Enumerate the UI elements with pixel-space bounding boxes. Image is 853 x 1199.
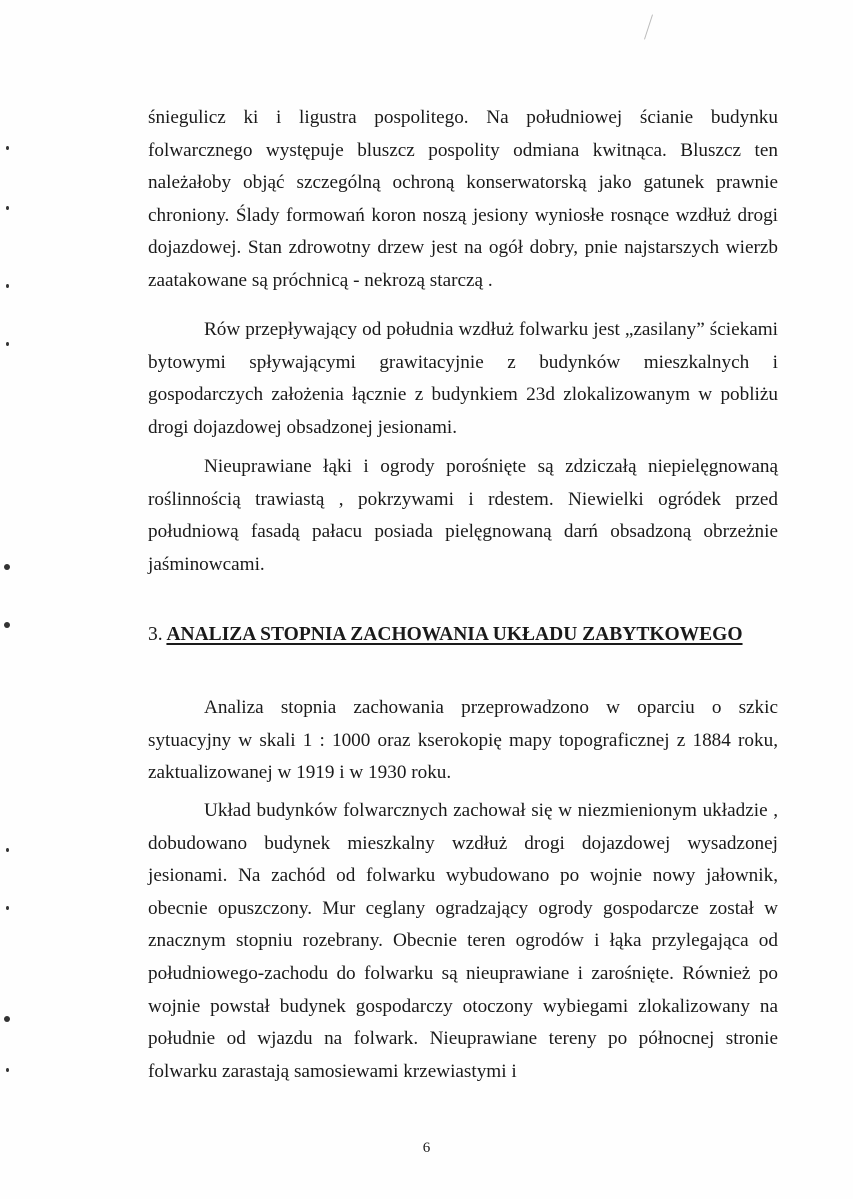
paragraph-meadows xyxy=(148,451,778,581)
margin-mark xyxy=(6,146,9,150)
section-heading xyxy=(148,624,743,646)
paragraph-text: Nieuprawiane łąki i ogrody porośnięte są zdziczałą niepielęgnowaną roślinnością trawiastą , pokrzywami i rdestem. Niewielki ogródek przed południową fasadą pałacu posiada pielęgnowaną darń obsadzoną obrzeżnie jaśminowcami. xyxy=(148,456,778,575)
paragraph-layout xyxy=(148,795,778,1088)
paragraph-text: Rów przepływający od południa wzdłuż folwarku jest „zasilany” ściekami bytowymi spływającymi grawitacyjnie z budynków mieszkalnych i gospodarczych założenia łącznie z budynkiem 23d zlokalizowanym w pobliżu drogi dojazdowej obsadzonej jesionami. xyxy=(148,319,778,438)
paragraph-vegetation xyxy=(148,102,778,298)
margin-mark xyxy=(4,1016,10,1022)
margin-mark xyxy=(4,564,10,570)
paragraph-text: Układ budynków folwarcznych zachował się w niezmienionym układzie , dobudowano budynek mieszkalny wzdłuż drogi dojazdowej wysadzonej jesionami. Na zachód od folwarku wybudowano po wojnie nowy jałownik, obecnie opuszczony. Mur ceglany ogradzający ogrody gospodarcze został w znacznym stopniu rozebrany. Obecnie teren ogrodów i łąka przylegająca od południowego-zachodu do folwarku są nieuprawiane i zarośnięte. Również po wojnie powstał budynek gospodarczy otoczony wybiegami zlokalizowany na południe od wjazdu na folwark. Nieuprawiane tereny po północnej stronie folwarku zarastają samosiewami krzewiastymi i xyxy=(148,800,778,1082)
page-number: 6 xyxy=(422,1140,431,1156)
paragraph-analysis xyxy=(148,692,778,790)
margin-mark xyxy=(6,1068,9,1072)
margin-mark xyxy=(6,848,9,852)
margin-mark xyxy=(6,906,9,910)
paragraph-text: śniegulicz ki i ligustra pospolitego. Na południowej ścianie budynku folwarcznego występuje bluszcz pospolity odmiana kwitnąca. Bluszcz ten należałoby objąć szczególną ochroną konserwatorską jako gatunek prawnie chroniony. Ślady formowań koron noszą jesiony wyniosłe rosnące wzdłuż drogi dojazdowej. Stan zdrowotny drzew jest na ogół dobry, pnie najstarszych wierzb zaatakowane są próchnicą - nekrozą starczą . xyxy=(148,107,778,291)
margin-mark xyxy=(6,284,9,288)
scan-artifact-line xyxy=(644,14,653,39)
margin-mark xyxy=(6,342,9,346)
margin-mark xyxy=(4,622,10,628)
section-number: 3. xyxy=(148,624,163,645)
paragraph-text: Analiza stopnia zachowania przeprowadzono w oparciu o szkic sytuacyjny w skali 1 : 1000 oraz kserokopię mapy topograficznej z 1884 roku, zaktualizowanej w 1919 i w 1930 roku. xyxy=(148,697,778,784)
margin-mark xyxy=(6,206,9,210)
paragraph-ditch xyxy=(148,314,778,444)
section-title: ANALIZA STOPNIA ZACHOWANIA UKŁADU ZABYTKOWEGO xyxy=(166,624,743,645)
